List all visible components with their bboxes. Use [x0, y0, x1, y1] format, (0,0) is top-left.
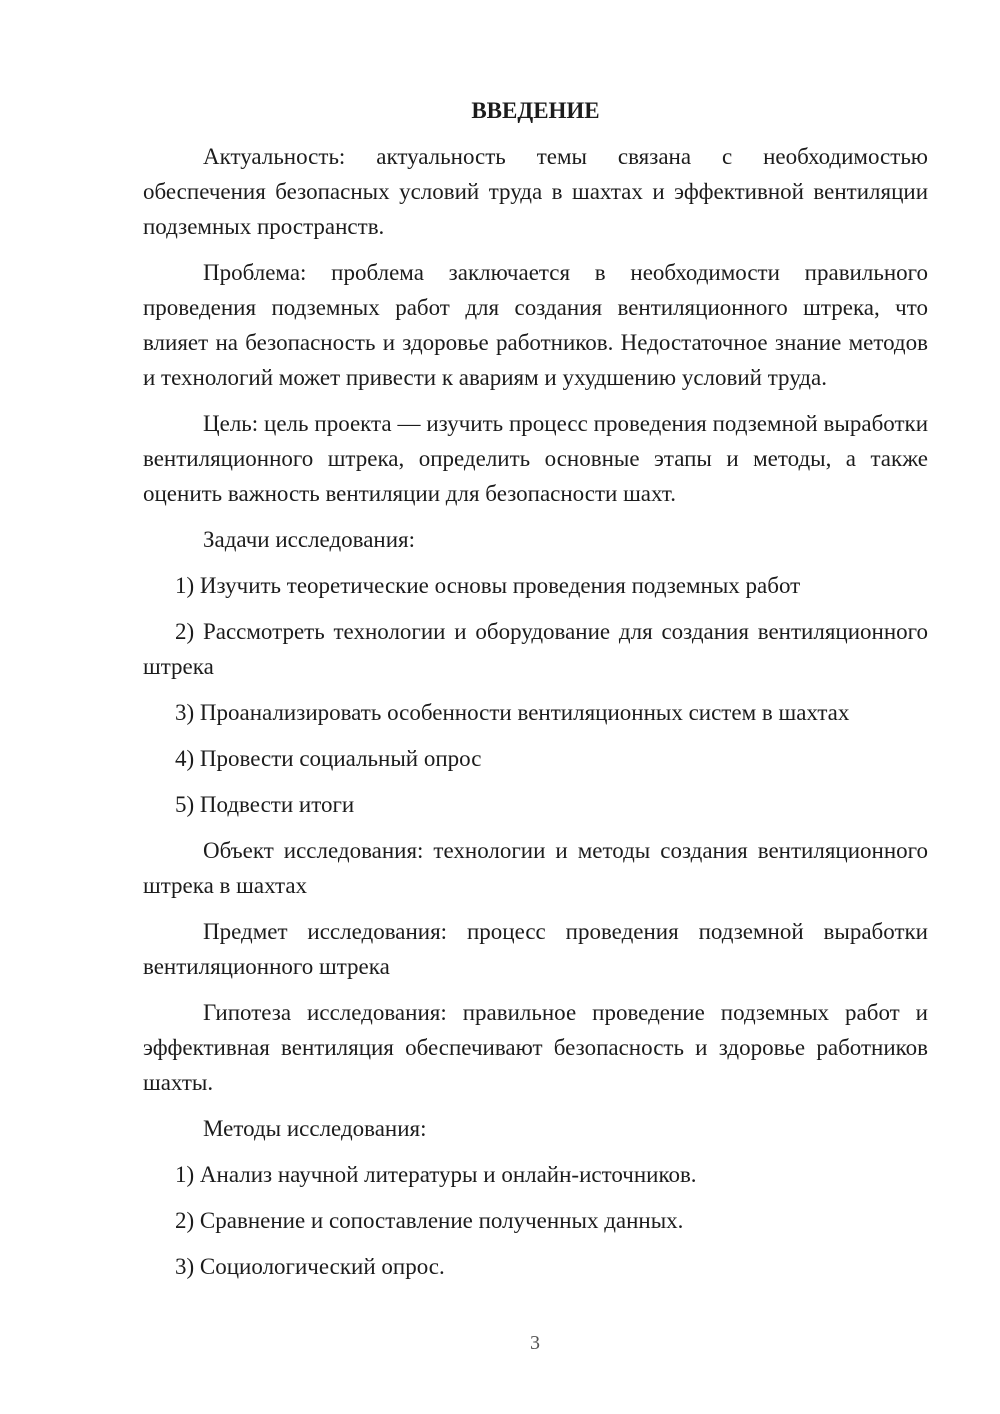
- object-paragraph: Объект исследования: технологии и методы создания вентиляционного штрека в шахтах: [143, 838, 928, 898]
- methods-heading: Методы исследования:: [203, 1116, 427, 1141]
- method-item-2: 2) Сравнение и сопоставление полученных данных.: [175, 1208, 684, 1233]
- page-content: [143, 93, 928, 1295]
- task-item-1: 1) Изучить теоретические основы проведения подземных работ: [175, 573, 801, 598]
- method-item-3: 3) Социологический опрос.: [175, 1254, 445, 1279]
- problem-paragraph: Проблема: проблема заключается в необходимости правильного проведения подземных работ для создания вентиляционного штрека, что влияет на безопасность и здоровье работников. Недостаточное знание методов и технологий может привести к авариям и ухудшению условий труда.: [143, 260, 928, 390]
- task-item-5: 5) Подвести итоги: [175, 792, 355, 817]
- method-item-1: 1) Анализ научной литературы и онлайн-источников.: [175, 1162, 697, 1187]
- hypothesis-paragraph: Гипотеза исследования: правильное проведение подземных работ и эффективная вентиляция обеспечивают безопасность и здоровье работников шахты.: [143, 1000, 928, 1095]
- tasks-heading: Задачи исследования:: [203, 527, 416, 552]
- subject-paragraph: Предмет исследования: процесс проведения подземной выработки вентиляционного штрека: [143, 919, 928, 979]
- task-item-3: 3) Проанализировать особенности вентиляционных систем в шахтах: [175, 700, 850, 725]
- goal-paragraph: Цель: цель проекта — изучить процесс проведения подземной выработки вентиляционного штрека, определить основные этапы и методы, а также оценить важность вентиляции для безопасности шахт.: [143, 411, 928, 506]
- relevance-paragraph: Актуальность: актуальность темы связана с необходимостью обеспечения безопасных условий труда в шахтах и эффективной вентиляции подземных пространств.: [143, 144, 928, 239]
- task-item-2: 2) Рассмотреть технологии и оборудование для создания вентиляционного штрека: [143, 619, 928, 679]
- section-title: ВВЕДЕНИЕ: [471, 98, 600, 123]
- page-number: 3: [530, 1332, 540, 1354]
- task-item-4: 4) Провести социальный опрос: [175, 746, 482, 771]
